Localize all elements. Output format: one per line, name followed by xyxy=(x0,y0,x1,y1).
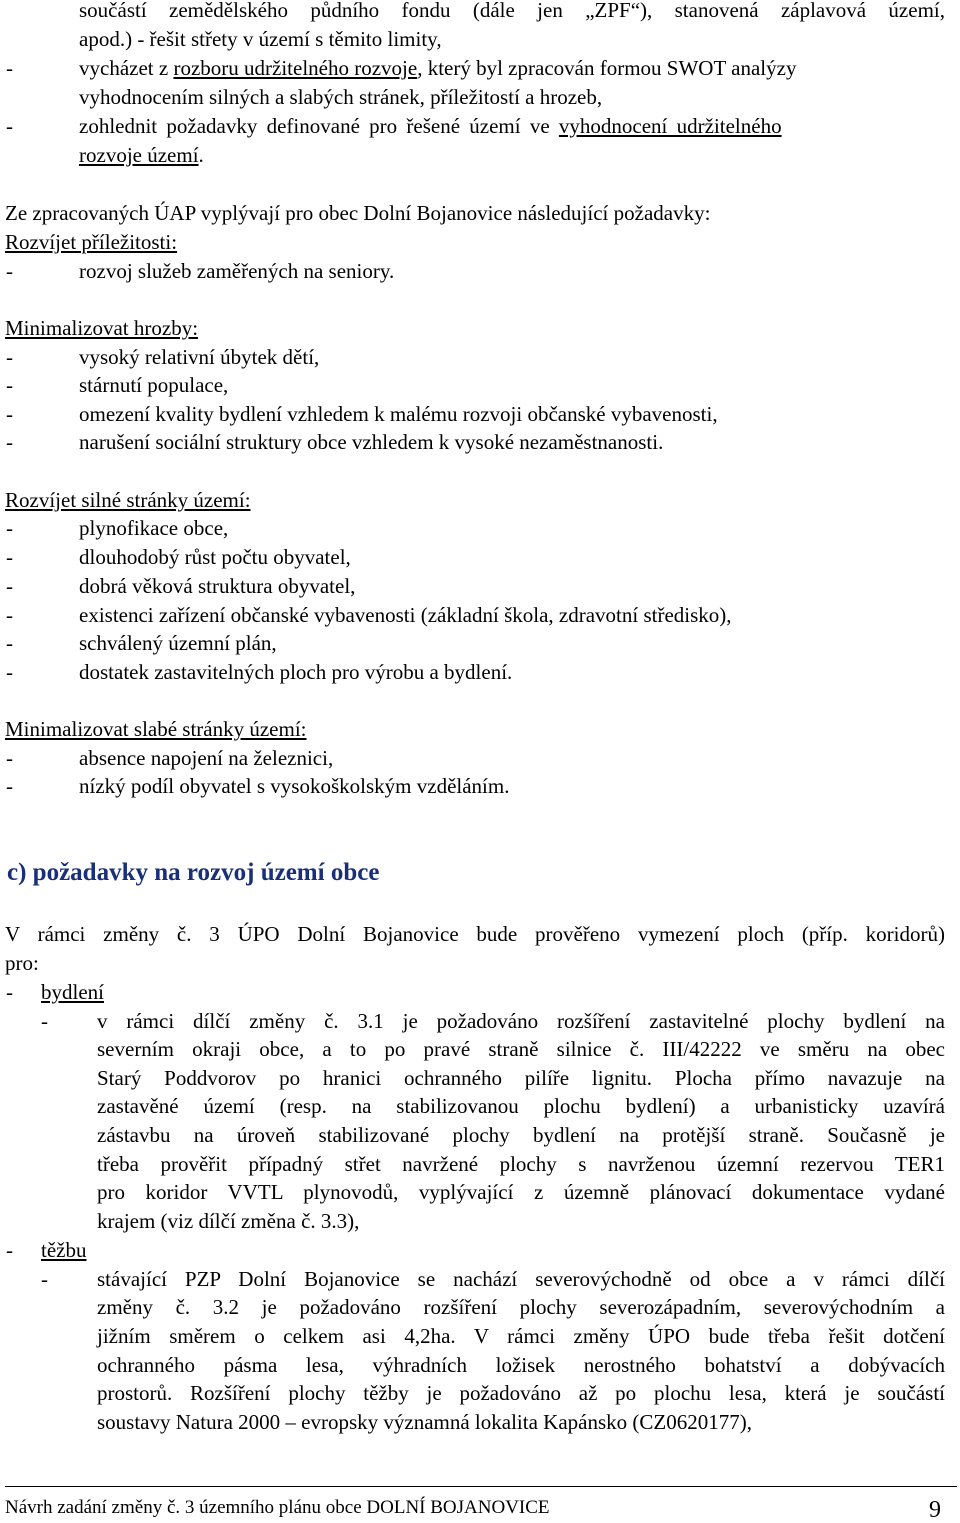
text-line: pro koridor VVTL plynovodů, vyplývající z územně plánovací dokumentace vydané xyxy=(97,1180,945,1204)
text-line: krajem (viz dílčí změna č. 3.3), xyxy=(97,1209,360,1233)
paragraph-section-c: V rámci změny č. 3 ÚPO Dolní Bojanovice bude prověřeno vymezení ploch (příp. koridorů) xyxy=(5,922,945,946)
text-line: apod.) - řešit střety v území s těmito limity, xyxy=(79,27,442,51)
link-vyhodnoceni[interactable]: vyhodnocení udržitelného xyxy=(558,114,782,138)
text-line: zástavbu na úroveň stabilizované plochy bydlení na protější straně. Současně je xyxy=(97,1123,945,1147)
heading-threats: Minimalizovat hrozby: xyxy=(5,316,199,340)
paragraph-intro: Ze zpracovaných ÚAP vyplývají pro obec Dolní Bojanovice následující požadavky: xyxy=(5,201,711,225)
text-line: stávající PZP Dolní Bojanovice se nachází severovýchodně od obce a v rámci dílčí xyxy=(97,1267,945,1291)
text-line: pro: xyxy=(5,951,39,975)
footer-divider xyxy=(5,1486,957,1487)
heading-opportunities: Rozvíjet příležitosti: xyxy=(5,230,178,254)
text-line: třeba prověřit případný střet navržené plochy s navrženou územní rezervou TER1 xyxy=(97,1152,945,1176)
text-line: rozvoje území. xyxy=(79,143,204,167)
text-line: severním okraji obce, a to po pravé straně silnice č. III/42222 ve směru na obec xyxy=(97,1037,945,1061)
text-line: v rámci dílčí změny č. 3.1 je požadováno rozšíření zastavitelné plochy bydlení na xyxy=(97,1009,945,1033)
page-number: 9 xyxy=(929,1497,941,1523)
link-vyhodnoceni-2[interactable]: rozvoje území xyxy=(79,143,199,167)
text-line: soustavy Natura 2000 – evropsky významná lokalita Kapánsko (CZ0620177), xyxy=(97,1410,752,1434)
link-rozbor[interactable]: rozboru udržitelného rozvoje xyxy=(173,56,418,80)
section-heading-c: c) požadavky na rozvoj území obce xyxy=(7,859,380,886)
heading-strengths: Rozvíjet silné stránky území: xyxy=(5,488,251,512)
text-line: prostorů. Rozšíření plochy těžby je požadováno až po plochu lesa, která je součástí xyxy=(97,1381,945,1405)
text-line: změny č. 3.2 je požadováno rozšíření plochy severozápadním, severovýchodním a xyxy=(97,1295,945,1319)
text-line: Starý Poddvorov po hranici ochranného pilíře lignitu. Plocha přímo navazuje na xyxy=(97,1066,945,1090)
text-line: zastavěné území (resp. na stabilizovanou plochu bydlení) a urbanisticky uzavírá xyxy=(97,1094,945,1118)
text-line: vyhodnocením silných a slabých stránek, příležitostí a hrozeb, xyxy=(79,85,603,109)
text-line: jižním směrem o celkem asi 4,2ha. V rámci změny ÚPO bude třeba řešit dotčení xyxy=(97,1324,945,1348)
text-line: součástí zemědělského půdního fondu (dále jen „ZPF“), stanovená záplavová území, xyxy=(79,0,945,22)
text-line: ochranného pásma lesa, výhradních ložisek nerostného bohatství a dobývacích xyxy=(97,1353,945,1377)
footer-text: Návrh zadání změny č. 3 územního plánu obce DOLNÍ BOJANOVICE xyxy=(5,1497,550,1518)
heading-weaknesses: Minimalizovat slabé stránky území: xyxy=(5,717,307,741)
